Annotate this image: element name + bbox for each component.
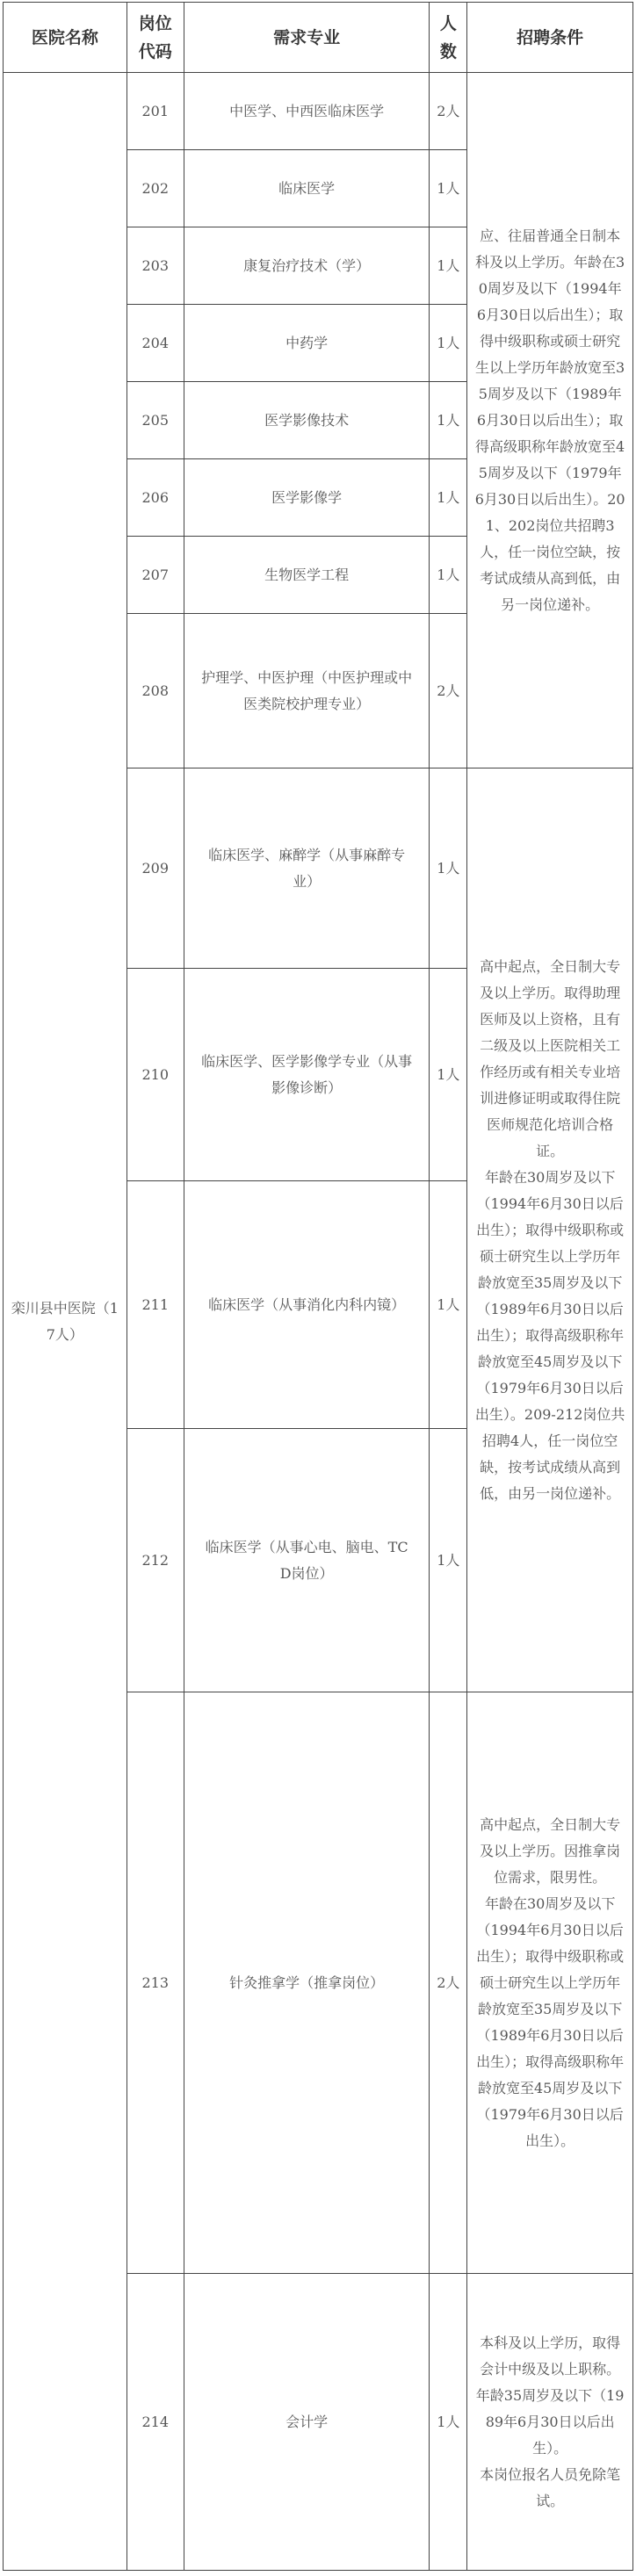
count-cell: 2人 [430,73,467,150]
header-code: 岗位代码 [126,3,184,73]
code-cell: 201 [126,73,184,150]
condition-text: 年龄在30周岁及以下（1994年6月30日以后出生）；取得中级职称或硕士研究生以上学历年龄放宽至35周岁及以下（1989年6月30日以后出生）；取得高级职称年龄放宽至45周岁及以下（1979年6月30日以后出生）。209-212岗位共招聘4人，任一岗位空缺，按考试成绩从高到低，由另一岗位递补。 [474,1168,625,1502]
count-cell: 1人 [430,459,467,537]
condition-text: 本科及以上学历，取得会计中级及以上职称。 [480,2334,621,2378]
count-cell: 2人 [430,1692,467,2274]
condition-text: 应、往届普通全日制本科及以上学历。年龄在30周岁及以下（1994年6月30日以后出生）；取得中级职称或硕士研究生以上学历年龄放宽至35周岁及以下（1989年6月30日以后出生）；取得高级职称年龄放宽至45周岁及以下（1979年6月30日以后出生）。201、202岗位共招聘3人，任一岗位空缺，按考试成绩从高到低，由另一岗位递补。 [474,227,625,613]
count-cell: 1人 [430,227,467,305]
count-cell: 1人 [430,2274,467,2571]
major-cell: 临床医学、麻醉学（从事麻醉专业） [184,768,430,969]
code-cell: 203 [126,227,184,305]
code-cell: 205 [126,382,184,459]
count-cell: 1人 [430,537,467,614]
code-cell: 206 [126,459,184,537]
major-cell: 康复治疗技术（学） [184,227,430,305]
count-cell: 2人 [430,614,467,768]
conditions-cell [467,73,633,768]
header-count: 人数 [430,3,467,73]
major-cell: 医学影像学 [184,459,430,537]
code-cell: 204 [126,305,184,382]
count-cell: 1人 [430,969,467,1181]
header-hospital: 医院名称 [4,3,127,73]
count-cell: 1人 [430,382,467,459]
recruitment-table [3,2,633,2571]
count-cell: 1人 [430,305,467,382]
condition-text: 高中起点，全日制大专及以上学历。取得助理医师及以上资格，且有二级及以上医院相关工作经历或有相关专业培训进修证明或取得住院医师规范化培训合格证。 [480,957,621,1159]
count-cell: 1人 [430,1429,467,1692]
conditions-cell [467,1692,633,2274]
major-cell: 针灸推拿学（推拿岗位） [184,1692,430,2274]
code-cell: 214 [126,2274,184,2571]
major-cell: 中医学、中西医临床医学 [184,73,430,150]
header-row [4,3,633,73]
major-cell: 临床医学、医学影像学专业（从事影像诊断） [184,969,430,1181]
table-row [4,73,633,150]
code-cell: 209 [126,768,184,969]
header-major: 需求专业 [184,3,430,73]
condition-text: 年龄35周岁及以下（1989年6月30日以后出生）。 [475,2386,625,2457]
code-cell: 210 [126,969,184,1181]
hospital-name-cell: 栾川县中医院（17人） [4,73,127,2571]
major-cell: 临床医学 [184,150,430,227]
code-cell: 207 [126,537,184,614]
code-cell: 213 [126,1692,184,2274]
code-cell: 208 [126,614,184,768]
header-conditions: 招聘条件 [467,3,633,73]
count-cell: 1人 [430,1181,467,1429]
conditions-cell [467,768,633,1692]
major-cell: 会计学 [184,2274,430,2571]
code-cell: 212 [126,1429,184,1692]
condition-text: 高中起点，全日制大专及以上学历。因推拿岗位需求，限男性。 [480,1815,621,1886]
count-cell: 1人 [430,150,467,227]
major-cell: 中药学 [184,305,430,382]
condition-text: 年龄在30周岁及以下（1994年6月30日以后出生）；取得中级职称或硕士研究生以上学历年龄放宽至35周岁及以下（1989年6月30日以后出生）；取得高级职称年龄放宽至45周岁及以下（1979年6月30日以后出生）。 [476,1894,625,2149]
condition-text: 本岗位报名人员免除笔试。 [480,2465,621,2509]
major-cell: 临床医学（从事心电、脑电、TCD岗位） [184,1429,430,1692]
major-cell: 生物医学工程 [184,537,430,614]
major-cell: 医学影像技术 [184,382,430,459]
count-cell: 1人 [430,768,467,969]
code-cell: 211 [126,1181,184,1429]
major-cell: 护理学、中医护理（中医护理或中医类院校护理专业） [184,614,430,768]
major-cell: 临床医学（从事消化内科内镜） [184,1181,430,1429]
code-cell: 202 [126,150,184,227]
conditions-cell [467,2274,633,2571]
